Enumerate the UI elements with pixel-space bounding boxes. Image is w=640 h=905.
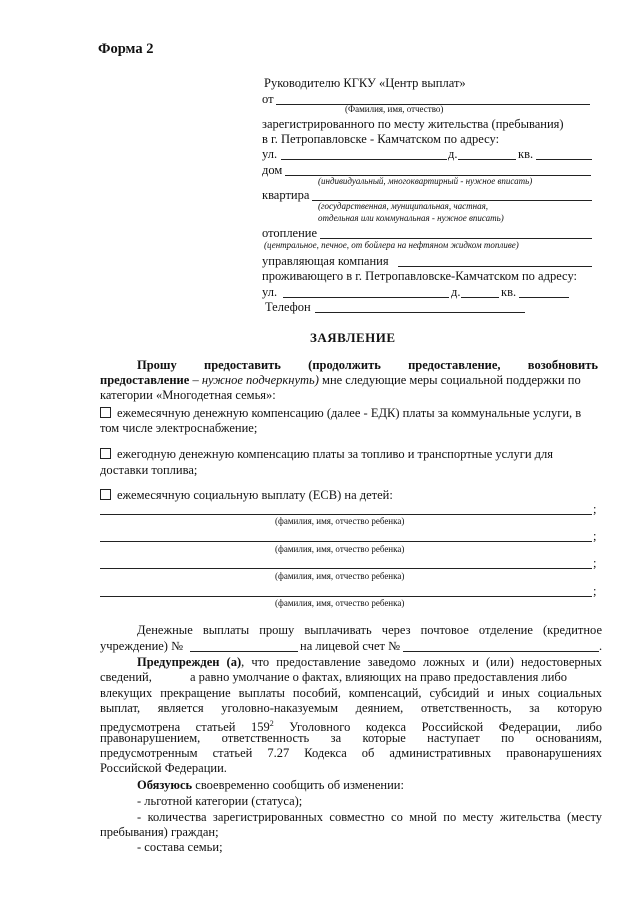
child-semicolon-1: ;	[593, 502, 597, 516]
mgmt-field[interactable]	[398, 266, 592, 267]
living-apt-label: кв.	[501, 285, 517, 299]
house-field[interactable]	[458, 159, 516, 160]
child-caption-1: (фамилия, имя, отчество ребенка)	[275, 516, 405, 526]
kv-label: квартира	[262, 188, 310, 202]
warning-line-1: Предупрежден (а), что предоставление заведомо ложных и (или) недостоверных	[137, 655, 603, 669]
warning-line-2a: сведений,	[100, 670, 152, 684]
checkbox-fuel[interactable]	[100, 448, 111, 459]
living-house-label: д.	[451, 285, 461, 299]
account-label: на лицевой счет №	[300, 639, 401, 653]
heat-label: отопление	[262, 226, 318, 240]
registered-text: зарегистрированного по месту жительства (пребывания)	[262, 117, 564, 131]
living-street-field[interactable]	[283, 297, 449, 298]
payment-institution-label: учреждение) №	[100, 639, 184, 653]
child-semicolon-4: ;	[593, 584, 597, 598]
obligation-item-2: - количества зарегистрированных совместно со мной по месту жительства (месту	[137, 810, 602, 824]
warning-line-5: предусмотрена статьей $159^2$ Уголовного кодекса Российской Федерации, либо	[100, 719, 602, 735]
obligation-heading: Обязуюсь своевременно сообщить об изменении:	[137, 778, 404, 792]
option-esv[interactable]: ежемесячную социальную выплату (ЕСВ) на детей:	[100, 488, 393, 503]
living-house-field[interactable]	[461, 297, 499, 298]
child-field-1[interactable]	[100, 514, 592, 515]
heat-field[interactable]	[320, 238, 592, 239]
living-text: проживающего в г. Петропавловске-Камчатском по адресу:	[262, 269, 578, 283]
checkbox-esv[interactable]	[100, 489, 111, 500]
kv-hint-1: (государственная, муниципальная, частная,	[318, 201, 489, 211]
fio-hint: (Фамилия, имя, отчество)	[345, 104, 444, 114]
house-label: д.	[448, 147, 458, 161]
child-field-2[interactable]	[100, 541, 592, 542]
registered-city: в г. Петропавловске - Камчатском по адресу:	[262, 132, 500, 146]
heat-hint: (центральное, печное, от бойлера на нефтяном жидком топливе)	[264, 240, 519, 250]
intro-line-3: категории «Многодетная семья»:	[100, 388, 276, 402]
account-number-field[interactable]	[403, 651, 599, 652]
document-title: ЗАЯВЛЕНИЕ	[310, 330, 396, 345]
child-caption-4: (фамилия, имя, отчество ребенка)	[275, 598, 405, 608]
mgmt-label: управляющая компания	[262, 254, 389, 268]
phone-label: Телефон	[265, 300, 311, 314]
intro-line-1: Прошу предоставить (продолжить предоставление, возобновить	[137, 358, 599, 372]
obligation-item-3: - состава семьи;	[137, 840, 223, 854]
addressee: Руководителю КГКУ «Центр выплат»	[264, 76, 466, 90]
option-fuel[interactable]: ежегодную денежную компенсацию платы за топливо и транспортные услуги для	[100, 447, 553, 462]
dom-hint: (индивидуальный, многоквартирный - нужное вписать)	[318, 176, 533, 186]
obligation-item-2-cont: пребывания) граждан;	[100, 825, 219, 839]
living-apt-field[interactable]	[519, 297, 569, 298]
intro-line-2: предоставление – нужное подчеркнуть) мне следующие меры социальной поддержки по	[100, 373, 581, 387]
institution-number-field[interactable]	[190, 651, 298, 652]
child-caption-3: (фамилия, имя, отчество ребенка)	[275, 571, 405, 581]
from-label: от	[262, 92, 274, 106]
child-field-3[interactable]	[100, 568, 592, 569]
kv-hint-2: отдельная или коммунальная - нужное вписать)	[318, 213, 504, 223]
child-caption-2: (фамилия, имя, отчество ребенка)	[275, 544, 405, 554]
child-semicolon-2: ;	[593, 529, 597, 543]
living-street-label: ул.	[262, 285, 278, 299]
street-field[interactable]	[281, 159, 447, 160]
checkbox-edk[interactable]	[100, 407, 111, 418]
option-edk-cont: том числе электроснабжение;	[100, 421, 258, 435]
warning-line-2b: а равно умолчание о фактах, влияющих на право предоставления либо	[190, 670, 567, 684]
option-edk[interactable]: ежемесячную денежную компенсацию (далее - ЕДК) платы за коммунальные услуги, в	[100, 406, 581, 421]
warning-line-7: предусмотренным статьей 7.27 Кодекса об административных правонарушениях	[100, 746, 602, 760]
phone-field[interactable]	[315, 312, 525, 313]
warning-line-4: выплат, является уголовно-наказуемым деянием, ответственность, за которую	[100, 701, 602, 715]
payment-period: .	[599, 639, 603, 653]
child-field-4[interactable]	[100, 596, 592, 597]
option-fuel-cont: доставки топлива;	[100, 463, 198, 477]
dom-label: дом	[262, 163, 283, 177]
payment-line-1: Денежные выплаты прошу выплачивать через почтовое отделение (кредитное	[137, 623, 602, 637]
form-label: Форма 2	[98, 41, 154, 57]
warning-line-8: Российской Федерации.	[100, 761, 227, 775]
obligation-item-1: - льготной категории (статуса);	[137, 794, 303, 808]
apt-field[interactable]	[536, 159, 592, 160]
apt-label: кв.	[518, 147, 534, 161]
street-label: ул.	[262, 147, 278, 161]
child-semicolon-3: ;	[593, 556, 597, 570]
warning-line-3: влекущих прекращение выплаты пособий, компенсаций, субсидий и иных социальных	[100, 686, 602, 700]
warning-line-6: правонарушением, ответственность за которые наступает по основаниям,	[100, 731, 602, 745]
